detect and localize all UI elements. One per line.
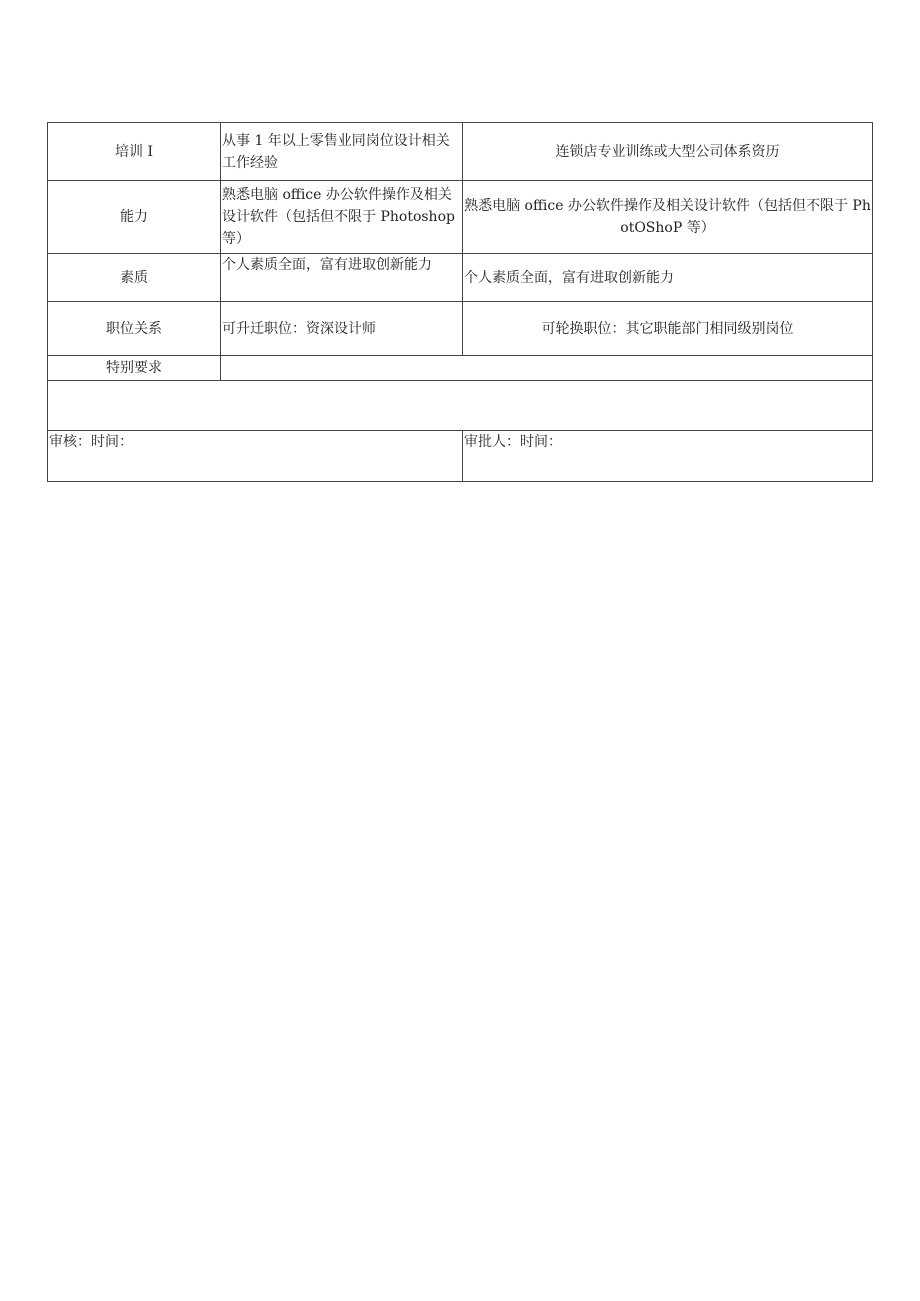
job-requirements-table (47, 122, 873, 482)
position-relation-row (48, 302, 873, 356)
quality-label: 素质 (48, 254, 221, 302)
ability-preferred: 熟悉电脑 office 办公软件操作及相关设计软件（包括但不限于 PhotOShoP 等） (463, 181, 873, 254)
signature-row (48, 431, 873, 482)
quality-row (48, 254, 873, 302)
training-requirement: 从事 1 年以上零售业同岗位设计相关工作经验 (221, 123, 463, 181)
training-label: 培训 I (48, 123, 221, 181)
training-row (48, 123, 873, 181)
ability-label: 能力 (48, 181, 221, 254)
review-signature: 审核：时间： (48, 431, 463, 482)
blank-row (48, 381, 873, 431)
ability-row (48, 181, 873, 254)
special-requirements-value (221, 356, 873, 381)
promotion-position: 可升迁职位：资深设计师 (221, 302, 463, 356)
quality-requirement: 个人素质全面，富有进取创新能力 (221, 254, 463, 302)
rotation-position: 可轮换职位：其它职能部门相同级别岗位 (463, 302, 873, 356)
special-requirements-row (48, 356, 873, 381)
ability-requirement: 熟悉电脑 office 办公软件操作及相关设计软件（包括但不限于 Photoshop 等） (221, 181, 463, 254)
special-requirements-label: 特别要求 (48, 356, 221, 381)
quality-preferred: 个人素质全面，富有进取创新能力 (463, 254, 873, 302)
training-preferred: 连锁店专业训练或大型公司体系资历 (463, 123, 873, 181)
position-relation-label: 职位关系 (48, 302, 221, 356)
blank-cell (48, 381, 873, 431)
approve-signature: 审批人：时间： (463, 431, 873, 482)
